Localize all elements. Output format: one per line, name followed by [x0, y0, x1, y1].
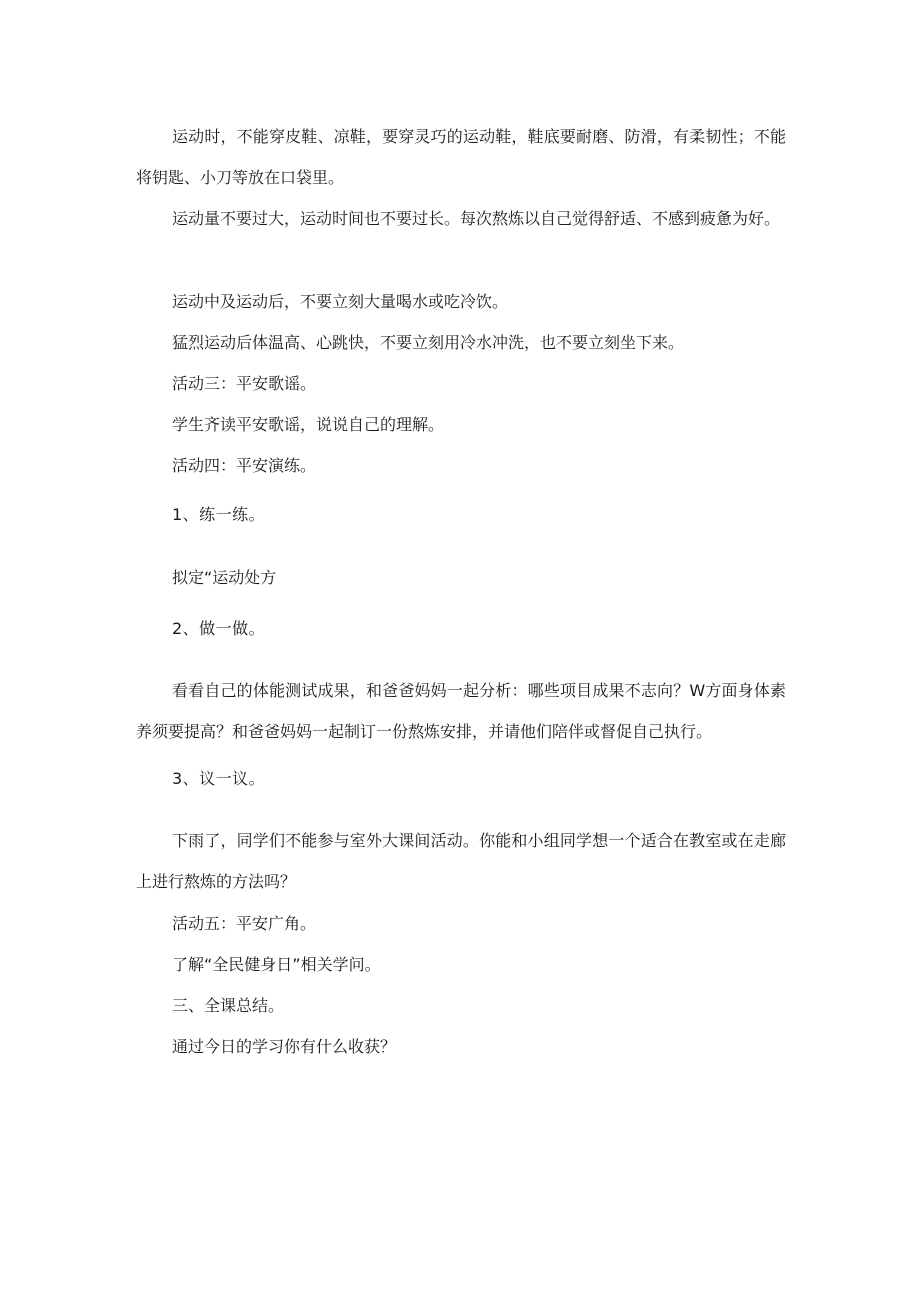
paragraph-what-learned: 通过今日的学习你有什么收获？	[172, 1037, 397, 1056]
paragraph-fitness-day: 了解“全民健身日”相关学问。	[172, 955, 381, 974]
activity-three-heading: 活动三：平安歌谣。	[172, 374, 317, 393]
paragraph-exercise-prescription: 拟定“运动处方	[172, 568, 277, 587]
paragraph-no-cold-drinks: 运动中及运动后，不要立刻大量喝水或吃冷饮。	[172, 292, 509, 311]
paragraph-sports-shoes: 运动时，不能穿皮鞋、凉鞋，要穿灵巧的运动鞋，鞋底要耐磨、防滑，有柔韧性；不能将钥匙、小刀等放在口袋里。	[136, 127, 786, 187]
paragraph-fitness-test: 看看自己的体能测试成果，和爸爸妈妈一起分析：哪些项目成果不志向？W方面身体素养须要提高？和爸爸妈妈一起制订一份熬炼安排，并请他们陪伴或督促自己执行。	[136, 681, 786, 741]
summary-heading: 三、全课总结。	[172, 996, 285, 1015]
step-three-heading: 3、议一议。	[172, 769, 266, 788]
activity-four-heading: 活动四：平安演练。	[172, 456, 317, 475]
paragraph-exercise-amount: 运动量不要过大，运动时间也不要过长。每次熬炼以自己觉得舒适、不感到疲惫为好。	[172, 209, 781, 228]
paragraph-no-cold-water: 猛烈运动后体温高、心跳快，不要立刻用冷水冲洗，也不要立刻坐下来。	[172, 333, 685, 352]
paragraph-rainy-day: 下雨了，同学们不能参与室外大课间活动。你能和小组同学想一个适合在教室或在走廊上进行熬炼的方法吗？	[136, 831, 786, 891]
step-one-heading: 1、练一练。	[172, 505, 266, 524]
activity-five-heading: 活动五：平安广角。	[172, 914, 317, 933]
paragraph-read-rhyme: 学生齐读平安歌谣，说说自己的理解。	[172, 415, 445, 434]
step-two-heading: 2、做一做。	[172, 619, 266, 638]
